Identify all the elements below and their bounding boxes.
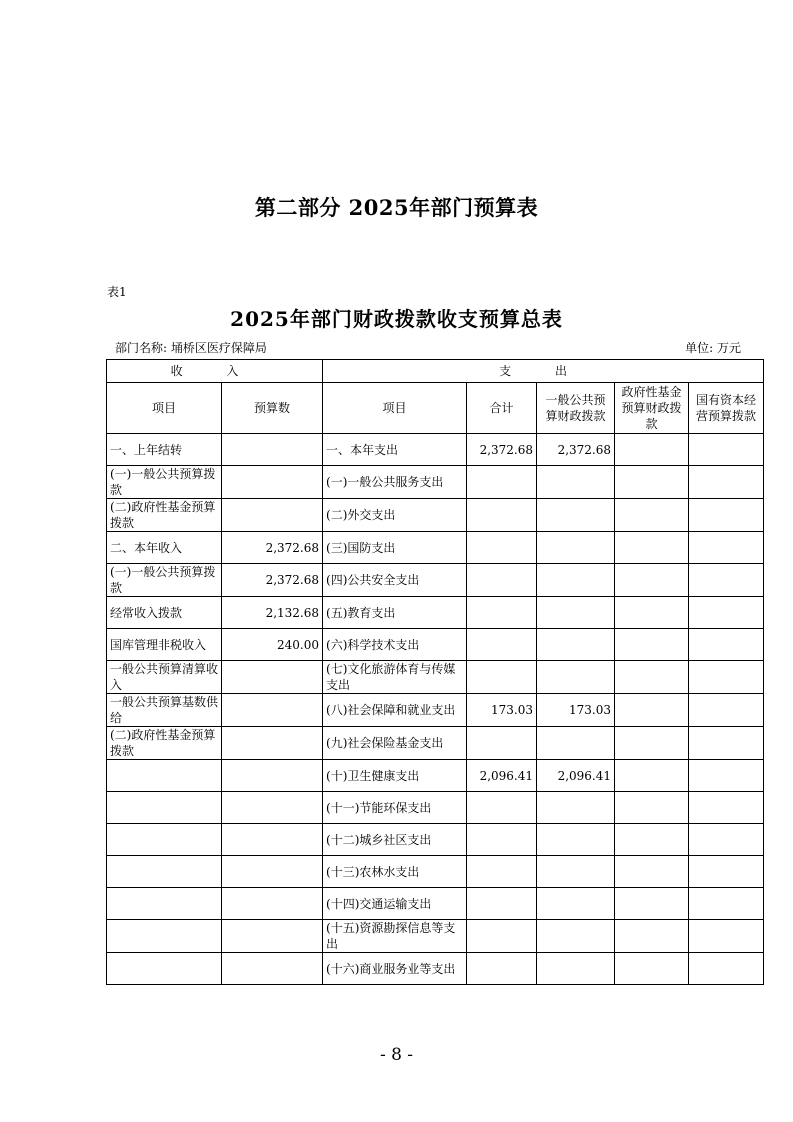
general-budget-cell (537, 856, 615, 888)
budget-table (106, 359, 764, 985)
expenditure-item-cell: (五)教育支出 (323, 597, 467, 629)
capital-budget-cell (689, 499, 764, 532)
expenditure-section-header: 支 出 (323, 360, 764, 383)
general-budget-cell (537, 888, 615, 920)
expenditure-item-cell: (十一)节能环保支出 (323, 792, 467, 824)
expenditure-total-cell (467, 564, 537, 597)
expenditure-total-cell (467, 661, 537, 694)
fund-budget-cell (615, 953, 689, 985)
income-item-cell: 经常收入拨款 (107, 597, 222, 629)
expenditure-item-cell: (十二)城乡社区支出 (323, 824, 467, 856)
col-income-amount: 预算数 (222, 383, 323, 434)
fund-budget-cell (615, 727, 689, 760)
expenditure-total-cell: 2,096.41 (467, 760, 537, 792)
col-exp-general: 一般公共预算财政拨款 (537, 383, 615, 434)
income-item-cell (107, 760, 222, 792)
table-row (107, 564, 764, 597)
income-item-cell: 二、本年收入 (107, 532, 222, 564)
table-row (107, 434, 764, 466)
income-item-cell (107, 792, 222, 824)
income-item-cell (107, 856, 222, 888)
expenditure-total-cell (467, 499, 537, 532)
expenditure-total-cell (467, 727, 537, 760)
income-item-cell: 一、上年结转 (107, 434, 222, 466)
capital-budget-cell (689, 953, 764, 985)
income-amount-cell (222, 760, 323, 792)
income-item-cell: (一)一般公共预算拨款 (107, 466, 222, 499)
expenditure-total-cell (467, 888, 537, 920)
expenditure-item-cell: (九)社会保险基金支出 (323, 727, 467, 760)
expenditure-total-cell: 173.03 (467, 694, 537, 727)
table-number: 表1 (107, 285, 127, 299)
general-budget-cell (537, 532, 615, 564)
capital-budget-cell (689, 792, 764, 824)
capital-budget-cell (689, 597, 764, 629)
general-budget-cell: 2,096.41 (537, 760, 615, 792)
fund-budget-cell (615, 532, 689, 564)
capital-budget-cell (689, 694, 764, 727)
general-budget-cell: 173.03 (537, 694, 615, 727)
general-budget-cell (537, 466, 615, 499)
fund-budget-cell (615, 434, 689, 466)
general-budget-cell (537, 824, 615, 856)
income-item-cell: (一)一般公共预算拨款 (107, 564, 222, 597)
table-row (107, 760, 764, 792)
fund-budget-cell (615, 792, 689, 824)
table-row (107, 856, 764, 888)
capital-budget-cell (689, 532, 764, 564)
income-amount-cell (222, 434, 323, 466)
fund-budget-cell (615, 824, 689, 856)
fund-budget-cell (615, 888, 689, 920)
table-row (107, 629, 764, 661)
table-row (107, 661, 764, 694)
table-row (107, 824, 764, 856)
income-amount-cell: 2,372.68 (222, 564, 323, 597)
income-amount-cell (222, 466, 323, 499)
income-amount-cell (222, 792, 323, 824)
income-amount-cell (222, 661, 323, 694)
income-amount-cell (222, 499, 323, 532)
expenditure-total-cell (467, 629, 537, 661)
table-title: 2025年部门财政拨款收支预算总表 (230, 307, 563, 331)
table-row (107, 694, 764, 727)
general-budget-cell (537, 727, 615, 760)
expenditure-item-cell: 一、本年支出 (323, 434, 467, 466)
general-budget-cell (537, 499, 615, 532)
income-amount-cell (222, 888, 323, 920)
table-row (107, 466, 764, 499)
col-exp-capital: 国有资本经营预算拨款 (689, 383, 764, 434)
capital-budget-cell (689, 760, 764, 792)
income-item-cell: 国库管理非税收入 (107, 629, 222, 661)
expenditure-item-cell: (十)卫生健康支出 (323, 760, 467, 792)
income-amount-cell (222, 920, 323, 953)
income-amount-cell (222, 694, 323, 727)
col-exp-item: 项目 (323, 383, 467, 434)
fund-budget-cell (615, 661, 689, 694)
expenditure-total-cell (467, 466, 537, 499)
income-item-cell (107, 824, 222, 856)
table-row (107, 727, 764, 760)
income-amount-cell (222, 953, 323, 985)
page-number: - 8 - (379, 1045, 414, 1065)
fund-budget-cell (615, 597, 689, 629)
capital-budget-cell (689, 629, 764, 661)
fund-budget-cell (615, 856, 689, 888)
expenditure-item-cell: (十六)商业服务业等支出 (323, 953, 467, 985)
income-amount-cell: 240.00 (222, 629, 323, 661)
fund-budget-cell (615, 499, 689, 532)
expenditure-item-cell: (二)外交支出 (323, 499, 467, 532)
income-item-cell: (二)政府性基金预算拨款 (107, 727, 222, 760)
general-budget-cell (537, 792, 615, 824)
expenditure-total-cell (467, 532, 537, 564)
table-row (107, 888, 764, 920)
income-item-cell: 一般公共预算基数供给 (107, 694, 222, 727)
expenditure-total-cell (467, 824, 537, 856)
col-income-item: 项目 (107, 383, 222, 434)
capital-budget-cell (689, 564, 764, 597)
expenditure-item-cell: (三)国防支出 (323, 532, 467, 564)
expenditure-total-cell (467, 953, 537, 985)
expenditure-item-cell: (四)公共安全支出 (323, 564, 467, 597)
income-amount-cell (222, 824, 323, 856)
fund-budget-cell (615, 564, 689, 597)
expenditure-item-cell: (十五)资源勘探信息等支出 (323, 920, 467, 953)
department-name: 部门名称: 埇桥区医疗保障局 (115, 341, 267, 355)
table-row (107, 953, 764, 985)
fund-budget-cell (615, 760, 689, 792)
income-item-cell (107, 920, 222, 953)
income-item-cell (107, 953, 222, 985)
table-row (107, 532, 764, 564)
expenditure-total-cell: 2,372.68 (467, 434, 537, 466)
general-budget-cell: 2,372.68 (537, 434, 615, 466)
capital-budget-cell (689, 727, 764, 760)
fund-budget-cell (615, 920, 689, 953)
capital-budget-cell (689, 434, 764, 466)
expenditure-item-cell: (七)文化旅游体育与传媒支出 (323, 661, 467, 694)
expenditure-item-cell: (十三)农林水支出 (323, 856, 467, 888)
expenditure-item-cell: (一)一般公共服务支出 (323, 466, 467, 499)
capital-budget-cell (689, 888, 764, 920)
expenditure-item-cell: (六)科学技术支出 (323, 629, 467, 661)
income-amount-cell (222, 856, 323, 888)
general-budget-cell (537, 564, 615, 597)
expenditure-total-cell (467, 792, 537, 824)
unit-label: 单位: 万元 (685, 341, 741, 355)
general-budget-cell (537, 920, 615, 953)
table-row (107, 792, 764, 824)
fund-budget-cell (615, 629, 689, 661)
capital-budget-cell (689, 466, 764, 499)
general-budget-cell (537, 629, 615, 661)
table-row (107, 920, 764, 953)
table-row (107, 499, 764, 532)
expenditure-total-cell (467, 856, 537, 888)
income-section-header: 收 入 (107, 360, 323, 383)
capital-budget-cell (689, 920, 764, 953)
expenditure-item-cell: (十四)交通运输支出 (323, 888, 467, 920)
general-budget-cell (537, 661, 615, 694)
income-amount-cell (222, 727, 323, 760)
col-exp-total: 合计 (467, 383, 537, 434)
income-item-cell (107, 888, 222, 920)
capital-budget-cell (689, 856, 764, 888)
col-exp-fund: 政府性基金预算财政拨款 (615, 383, 689, 434)
capital-budget-cell (689, 661, 764, 694)
fund-budget-cell (615, 466, 689, 499)
table-row (107, 597, 764, 629)
income-item-cell: (二)政府性基金预算拨款 (107, 499, 222, 532)
expenditure-item-cell: (八)社会保障和就业支出 (323, 694, 467, 727)
income-amount-cell: 2,132.68 (222, 597, 323, 629)
general-budget-cell (537, 597, 615, 629)
general-budget-cell (537, 953, 615, 985)
fund-budget-cell (615, 694, 689, 727)
income-amount-cell: 2,372.68 (222, 532, 323, 564)
expenditure-total-cell (467, 920, 537, 953)
capital-budget-cell (689, 824, 764, 856)
income-item-cell: 一般公共预算清算收入 (107, 661, 222, 694)
expenditure-total-cell (467, 597, 537, 629)
part-title: 第二部分 2025年部门预算表 (254, 195, 539, 220)
